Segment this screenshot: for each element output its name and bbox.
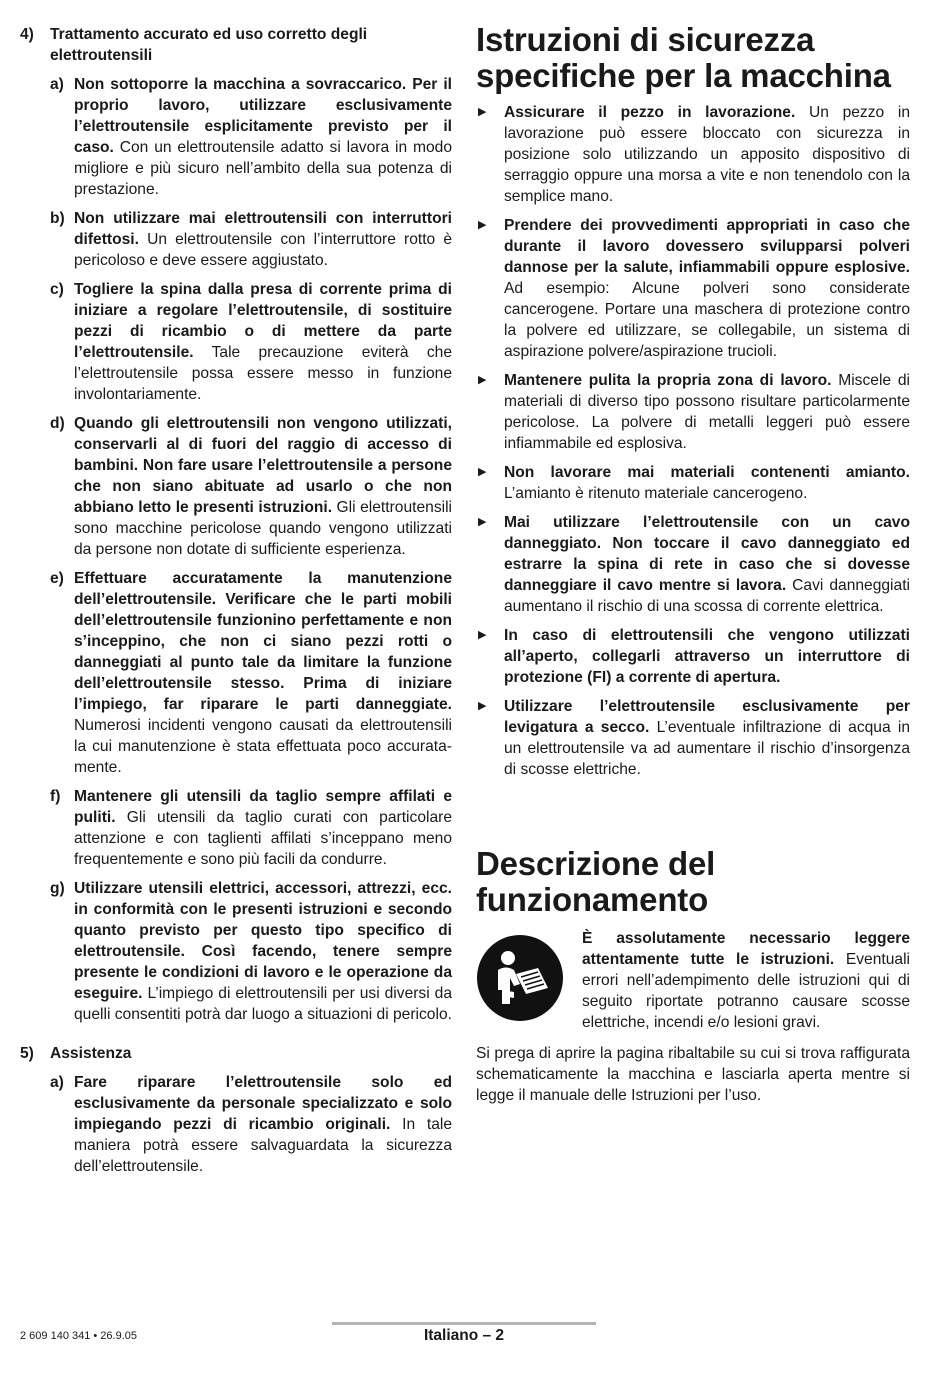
bullet-item xyxy=(476,370,910,454)
bullet-arrow-icon: ▶ xyxy=(478,106,487,118)
document-code: 2 609 140 341 • 26.9.05 xyxy=(20,1330,138,1342)
bullet-arrow-icon: ▶ xyxy=(478,700,487,712)
section-4-heading xyxy=(20,24,452,66)
list-item xyxy=(50,1072,452,1177)
bullet-text: Assicurare il pezzo in lavorazione. Un pezzo in lavorazione può essere bloccato con sicurezza in posizione solo utilizzando un apposito dispositivo di serraggio oppure una morsa a vite e non tenendolo con la semplice mano. xyxy=(504,104,911,205)
list-item xyxy=(50,568,452,778)
read-manual-notice xyxy=(476,928,910,1033)
item-text: Non utilizzare mai elettroutensili con interruttori difettosi. Un elettroutensile con l’interruttore rotto è pericoloso e deve essere aggiustato. xyxy=(74,210,452,269)
item-text: Quando gli elettroutensili non vengono utilizzati, conservarli al di fuori del raggio di accesso di bambini. Non fare usare l’elettroutensile a persone che non siano abituate ad usarlo o che non abbiano letto le presenti istruzioni. Gli elettroutensili sono macchine pericolose quando vengono utilizzati da persone non dotate di sufficiente esperienza. xyxy=(74,415,453,558)
section-5-heading xyxy=(20,1043,452,1064)
safety-bullet-list xyxy=(476,102,910,780)
bullet-arrow-icon: ▶ xyxy=(478,219,487,231)
heading-functional-description: Descrizione del funzionamento xyxy=(476,845,716,918)
section-title: Trattamento accurato ed uso corretto degli elettroutensili xyxy=(50,26,368,64)
bullet-item xyxy=(476,512,910,617)
item-letter: d) xyxy=(50,415,65,432)
item-text: Togliere la spina dalla presa di corrente prima di iniziare a regolare l’elettroutensile, di sostituire pezzi di ricambio o di mettere da parte l’elettroutensile. Tale precauzione eviterà che l’elettroutensile possa essere messo in funzione involontariamente. xyxy=(74,281,452,403)
list-item xyxy=(50,208,452,271)
item-text: Mantenere gli utensili da taglio sempre affilati e puliti. Gli utensili da taglio curati con particolare attenzione e con taglienti affilati s’inceppano meno frequentemente e sono più facili da condurre. xyxy=(74,788,452,868)
right-column xyxy=(476,21,911,1106)
item-letter: a) xyxy=(50,1074,64,1091)
bullet-text: Prendere dei provvedimenti appropriati in caso che durante il lavoro dovessero svilupparsi polveri dannose per la salute, infiammabili oppure esplosive. Ad esempio: Alcune polveri sono considerate cancerogene. Portare una maschera di protezione contro la polvere ed utilizzare, se collegabile, un sistema di aspirazione polvere/aspirazione trucioli. xyxy=(504,217,910,360)
section-number: 5) xyxy=(20,1045,34,1062)
bullet-item xyxy=(476,696,910,780)
bullet-item xyxy=(476,625,910,688)
list-item xyxy=(50,413,452,560)
section-number: 4) xyxy=(20,26,34,43)
section-title: Assistenza xyxy=(50,1045,132,1062)
section-5-items xyxy=(20,1072,452,1177)
bullet-arrow-icon: ▶ xyxy=(478,466,487,478)
item-text: Effettuare accuratamente la manutenzione dell’elettroutensile. Verificare che le parti mobili dell’elettroutensile funzionino perfettamente e non s’inceppino, che non ci siano pezzi rotti o danneggiati al punto tale da limitare la funzione dell’elettroutensile stesso. Prima di iniziare l’impiego, far riparare le parti danneggiate. Numerosi incidenti vengono causati da elettroutensili la cui manutenzione è stata effettuata poco accuratamente. xyxy=(74,570,452,776)
item-text: Non sottoporre la macchina a sovraccarico. Per il proprio lavoro, utilizzare esclusivamente l’elettroutensile esplicitamente previsto per il caso. Con un elettroutensile adatto si lavora in modo migliore e più sicuro nell’ambito della sua potenza di prestazione. xyxy=(74,76,452,198)
item-letter: b) xyxy=(50,210,65,227)
bullet-arrow-icon: ▶ xyxy=(478,629,487,641)
item-text: Utilizzare utensili elettrici, accessori, attrezzi, ecc. in conformità con le presenti istruzioni e secondo quanto previsto per questo tipo specifico di elettroutensile. Così facendo, tenere sempre presente le condizioni di lavoro e le operazione da eseguire. L’impiego di elettroutensili per usi diversi da quelli consentiti potrà dar luogo a situazioni di pericolo. xyxy=(74,880,452,1023)
list-item xyxy=(50,878,452,1025)
bullet-item xyxy=(476,462,910,504)
item-letter: e) xyxy=(50,570,64,587)
foldout-paragraph: Si prega di aprire la pagina ribaltabile su cui si trova raffigurata schematicamente la macchina e lasciarla aperta mentre si legge il manuale delle Istruzioni per l’uso. xyxy=(476,1045,910,1104)
footer-divider xyxy=(332,1322,596,1325)
notice-text: È assolutamente necessario leggere attentamente tutte le istruzioni. Eventuali errori nell’adempimento delle istruzioni qui di seguito riportate potranno causare scosse elettriche, incendi e/o lesioni gravi. xyxy=(582,930,910,1031)
bullet-text: In caso di elettroutensili che vengono utilizzati all’aperto, collegarli attraverso un interruttore di protezione (FI) a corrente di apertura. xyxy=(504,627,910,686)
page-label: Italiano – 2 xyxy=(423,1327,505,1344)
item-letter: c) xyxy=(50,281,64,298)
item-letter: g) xyxy=(50,880,65,897)
bullet-arrow-icon: ▶ xyxy=(478,516,487,528)
bullet-text: Mantenere pulita la propria zona di lavoro. Miscele di materiali di diverso tipo possono risultare particolarmente pericolose. La polvere di metalli leggeri può essere infiammabile ed esplosiva. xyxy=(504,372,910,452)
item-letter: a) xyxy=(50,76,64,93)
list-item xyxy=(50,74,452,200)
bullet-text: Non lavorare mai materiali contenenti amianto. L’amianto è ritenuto materiale cancerogeno. xyxy=(504,464,910,502)
bullet-item xyxy=(476,102,910,207)
bullet-text: Utilizzare l’elettroutensile esclusivamente per levigatura a secco. L’eventuale infiltrazione di acqua in un elettroutensile va ad aumentare il rischio d’insorgenza di scosse elettriche. xyxy=(504,698,910,778)
list-item xyxy=(50,279,452,405)
bullet-item xyxy=(476,215,910,362)
left-column xyxy=(20,24,452,1177)
item-text: Fare riparare l’elettroutensile solo ed esclusivamente da personale specializzato e solo impiegando pezzi di ricambio originali. In tale maniera potrà essere salvaguardata la sicurezza dell’elettroutensile. xyxy=(74,1074,452,1175)
read-manual-icon xyxy=(476,934,564,1022)
item-letter: f) xyxy=(50,788,61,805)
section-4-items xyxy=(20,74,452,1025)
list-item xyxy=(50,786,452,870)
heading-safety-specific: Istruzioni di sicurezza specifiche per la macchina xyxy=(476,21,891,94)
bullet-arrow-icon: ▶ xyxy=(478,374,487,386)
bullet-text: Mai utilizzare l’elettroutensile con un cavo danneggiato. Non toccare il cavo danneggiato ed estrarre la spina di rete in caso che si dovesse danneggiare il cavo mentre si lavora. Cavi danneggiati aumentano il rischio di una scossa di corrente elettrica. xyxy=(504,514,910,615)
